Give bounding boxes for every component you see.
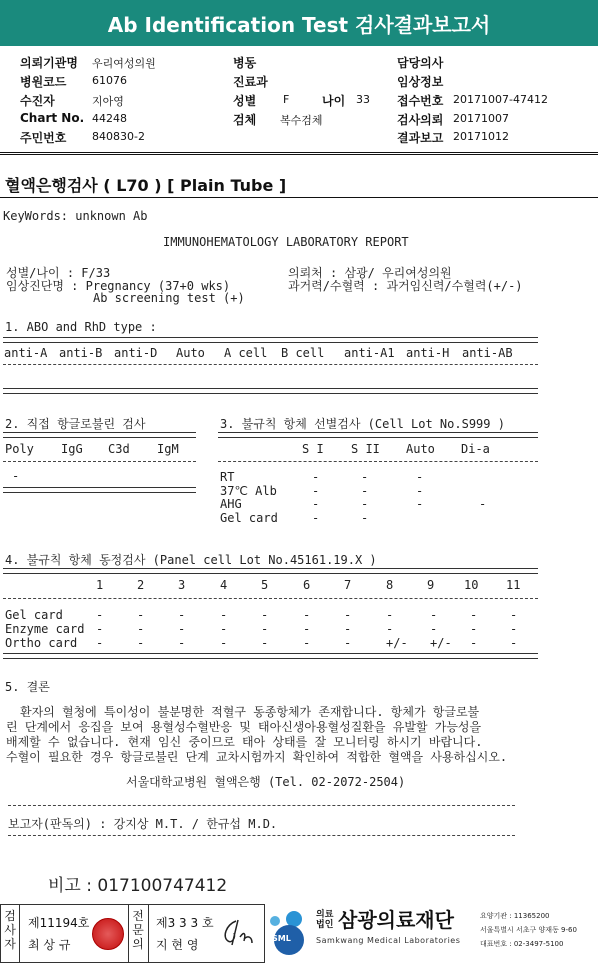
panel-col: 5 [261, 578, 269, 592]
dat-title: 2. 직접 항글로불린 검사 [5, 417, 146, 431]
abo-col-anti-a: anti-A [4, 346, 48, 360]
screen-cell: - [479, 497, 487, 511]
panel-cell: +/- [386, 636, 408, 650]
history: 과거력/수혈력 : 과거임신력/수혈력(+/-) [288, 279, 523, 293]
keywords: KeyWords: unknown Ab [3, 209, 148, 223]
value-hospital-code: 61076 [92, 74, 127, 87]
panel-col: 6 [303, 578, 311, 592]
value-sex: F [283, 93, 290, 106]
abo-col-a-cell: A cell [224, 346, 268, 360]
panel-cell: - [386, 622, 394, 636]
panel-col: 9 [427, 578, 435, 592]
panel-row-label: Ortho card [5, 636, 78, 650]
dat-value-poly: - [12, 469, 20, 483]
header-divider-2 [0, 154, 598, 155]
examiner-name: 최 상 규 [28, 938, 71, 952]
panel-col: 11 [506, 578, 521, 592]
screen-cell: - [416, 497, 424, 511]
screen-title: 3. 불규칙 항체 선별검사 (Cell Lot No.S999 ) [220, 417, 505, 431]
screen-cell: - [312, 497, 320, 511]
section-title: 혈액은행검사 ( L70 ) [ Plain Tube ] [5, 176, 287, 195]
screen-mid-rule [218, 461, 538, 462]
referral: 의뢰처 : 삼광/ 우리여성의원 [288, 266, 452, 280]
examiner-seal-icon [92, 918, 124, 950]
screen-col-s1: S I [302, 442, 324, 456]
screen-cell: - [361, 470, 369, 484]
panel-col: 2 [137, 578, 145, 592]
value-specimen: 복수검체 [280, 114, 323, 127]
abo-col-anti-b: anti-B [59, 346, 103, 360]
panel-cell: - [261, 636, 269, 650]
sml-logo-icon [266, 907, 312, 957]
org-type: 의료법인 [316, 910, 334, 930]
panel-cell: - [137, 636, 145, 650]
value-chart-no: 44248 [92, 112, 127, 125]
panel-cell: - [178, 636, 186, 650]
screen-col-auto: Auto [406, 442, 435, 456]
panel-cell: - [137, 608, 145, 622]
panel-top-rule [3, 568, 538, 574]
panel-mid-rule [3, 598, 538, 599]
panel-row-label: Enzyme card [5, 622, 85, 636]
screen-cell: - [416, 470, 424, 484]
panel-cell: - [220, 636, 228, 650]
abo-bottom-rule [3, 388, 538, 394]
panel-cell: - [178, 622, 186, 636]
conclusion-line: 배제할 수 없습니다. 현재 임신 중이므로 태아 상태를 잘 모니터링 하시기 바랍니다. [6, 735, 483, 749]
label-resident-no: 주민번호 [20, 131, 67, 145]
label-chart-no: Chart No. [20, 111, 85, 125]
screen-cell: - [312, 470, 320, 484]
panel-cell: - [470, 608, 478, 622]
label-sex: 성별 [233, 94, 257, 108]
conclusion-line: 수혈이 필요한 경우 항글로불린 단계 교차시험까지 확인하여 적합한 혈액을 사용하십시오. [6, 750, 508, 764]
dat-col-igm: IgM [157, 442, 179, 456]
patient-sex-age: 성별/나이 : F/33 [6, 266, 111, 280]
label-specimen: 검체 [233, 113, 257, 127]
abo-col-b-cell: B cell [281, 346, 325, 360]
lab-report-title: IMMUNOHEMATOLOGY LABORATORY REPORT [163, 235, 409, 249]
panel-cell: - [344, 608, 352, 622]
abo-col-anti-h: anti-H [406, 346, 450, 360]
screen-cell: - [416, 484, 424, 498]
specialist-name: 지 현 영 [156, 938, 199, 952]
panel-cell: - [137, 622, 145, 636]
conclusion-title: 5. 결론 [5, 680, 50, 694]
panel-cell: - [510, 622, 518, 636]
panel-col: 7 [344, 578, 352, 592]
panel-col: 3 [178, 578, 186, 592]
specialist-license-no: 제3 3 3 호 [156, 916, 214, 930]
panel-cell: - [510, 608, 518, 622]
org-info: 서울특별시 서초구 양재동 9-60 [480, 926, 577, 934]
label-institution: 의뢰기관명 [20, 56, 78, 70]
screen-col-s2: S II [351, 442, 380, 456]
clinical-diagnosis-2: Ab screening test (+) [93, 291, 245, 305]
dat-col-poly: Poly [5, 442, 34, 456]
panel-cell: - [220, 622, 228, 636]
value-resident-no: 840830-2 [92, 130, 145, 143]
panel-cell: +/- [430, 636, 452, 650]
panel-col: 10 [464, 578, 479, 592]
panel-cell: - [430, 608, 438, 622]
abo-col-anti-a1: anti-A1 [344, 346, 395, 360]
label-clinical-info: 임상정보 [397, 75, 444, 89]
specialist-signature-icon [218, 917, 256, 949]
clinical-diagnosis: 임상진단명 : Pregnancy (37+0 wks) [6, 279, 231, 293]
panel-cell: - [470, 636, 478, 650]
panel-cell: - [430, 622, 438, 636]
screen-cell: - [361, 497, 369, 511]
abo-mid-rule [3, 364, 538, 365]
abo-top-rule [3, 337, 538, 343]
panel-col: 4 [220, 578, 228, 592]
abo-col-anti-ab: anti-AB [462, 346, 513, 360]
label-ward: 병동 [233, 56, 257, 70]
label-hospital-code: 병원코드 [20, 75, 67, 89]
org-abbr: SML [272, 934, 291, 943]
panel-row-label: Gel card [5, 608, 63, 622]
abo-title: 1. ABO and RhD type : [5, 320, 157, 334]
screen-col-dia: Di-a [461, 442, 490, 456]
label-age: 나이 [322, 94, 346, 108]
panel-cell: - [303, 608, 311, 622]
value-request-date: 20171007 [453, 112, 509, 125]
screen-row-label: AHG [220, 497, 242, 511]
dat-col-igg: IgG [61, 442, 83, 456]
screen-cell: - [361, 484, 369, 498]
dat-top-rule [3, 432, 196, 438]
label-department: 진료과 [233, 75, 268, 89]
reporter-bottom-rule [8, 835, 515, 836]
panel-cell: - [510, 636, 518, 650]
reporter: 보고자(판독의) : 강지상 M.T. / 한규섭 M.D. [8, 817, 278, 831]
panel-cell: - [470, 622, 478, 636]
panel-cell: - [344, 622, 352, 636]
panel-col: 1 [96, 578, 104, 592]
label-patient: 수진자 [20, 94, 55, 108]
value-institution: 우리여성의원 [92, 57, 156, 70]
reporter-top-rule [8, 805, 515, 806]
remarks: 비고 : 017100747412 [48, 876, 228, 896]
org-english-name: Samkwang Medical Laboratories [316, 936, 461, 945]
org-name: 삼광의료재단 [338, 908, 454, 932]
dat-col-c3d: C3d [108, 442, 130, 456]
panel-bottom-rule [3, 653, 538, 659]
org-info: 요양기관 : 11365200 [480, 912, 550, 920]
panel-cell: - [96, 608, 104, 622]
panel-cell: - [303, 636, 311, 650]
screen-row-label: 37℃ Alb [220, 484, 277, 498]
label-doctor: 담당의사 [397, 56, 444, 70]
panel-cell: - [303, 622, 311, 636]
screen-cell: - [312, 484, 320, 498]
panel-cell: - [220, 608, 228, 622]
signature-box [0, 904, 265, 963]
abo-col-auto: Auto [176, 346, 205, 360]
dat-bottom-rule [3, 487, 196, 493]
institution-contact: 서울대학교병원 혈액은행 (Tel. 02-2072-2504) [126, 775, 406, 789]
specialist-label: 전문의 [132, 909, 144, 951]
conclusion-line: 린 단계에서 응집을 보여 용혈성수혈반응 및 태아신생아용혈성질환을 유발할 가능성을 [6, 720, 482, 734]
screen-row-label: Gel card [220, 511, 278, 525]
examiner-license-no: 제11194호 [28, 916, 90, 930]
panel-col: 8 [386, 578, 394, 592]
panel-cell: - [261, 622, 269, 636]
screen-top-rule [218, 432, 538, 438]
label-report-date: 결과보고 [397, 131, 444, 145]
abo-col-anti-d: anti-D [114, 346, 158, 360]
label-receipt-no: 접수번호 [397, 94, 444, 108]
panel-cell: - [96, 636, 104, 650]
examiner-label: 검사자 [4, 909, 16, 951]
panel-cell: - [96, 622, 104, 636]
value-age: 33 [356, 93, 370, 106]
panel-title: 4. 불규칙 항체 동정검사 (Panel cell Lot No.45161.19.X ) [5, 553, 377, 567]
section-divider [0, 197, 598, 198]
conclusion-line: 환자의 혈청에 특이성이 불분명한 적혈구 동종항체가 존재합니다. 항체가 항글로불 [20, 705, 480, 719]
panel-cell: - [386, 608, 394, 622]
value-report-date: 20171012 [453, 130, 509, 143]
panel-cell: - [178, 608, 186, 622]
value-patient: 지아영 [92, 95, 124, 108]
header-divider [0, 152, 598, 153]
panel-cell: - [344, 636, 352, 650]
org-info: 대표번호 : 02-3497-5100 [480, 940, 564, 948]
report-title: Ab Identification Test 검사결과보고서 [0, 0, 598, 46]
panel-cell: - [261, 608, 269, 622]
screen-row-label: RT [220, 470, 235, 484]
dat-mid-rule [3, 461, 196, 462]
value-receipt-no: 20171007-47412 [453, 93, 548, 106]
screen-cell: - [312, 511, 320, 525]
screen-cell: - [361, 511, 369, 525]
label-request-date: 검사의뢰 [397, 113, 444, 127]
